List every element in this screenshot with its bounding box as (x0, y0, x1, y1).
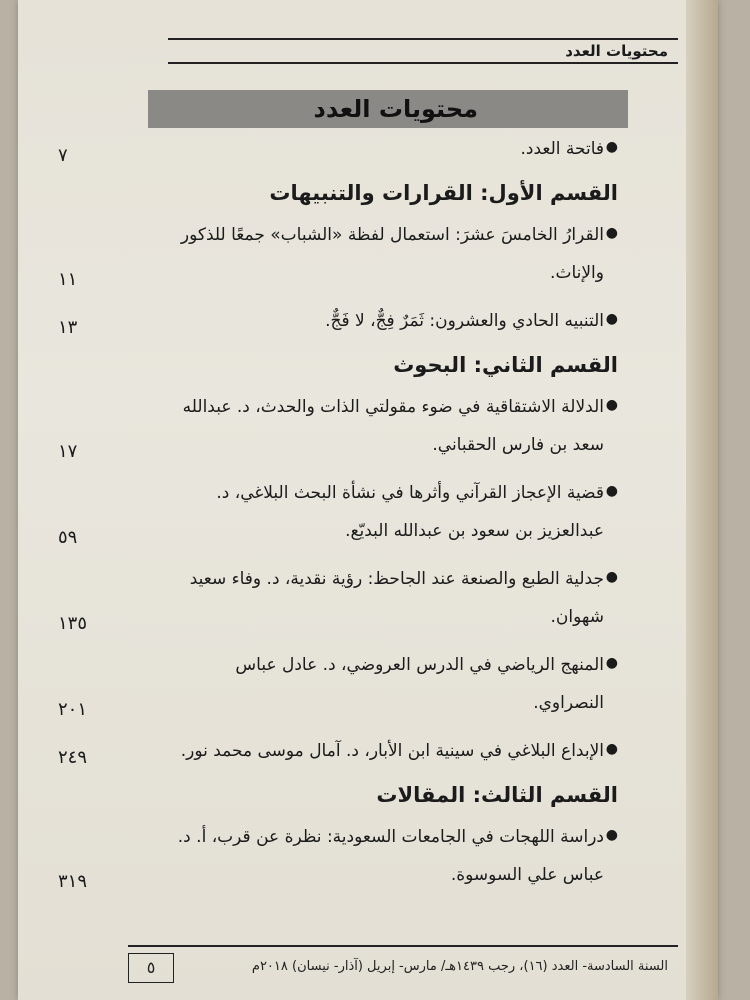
toc-entry-preface (58, 130, 618, 168)
toc-entry (58, 732, 618, 770)
bullet-icon: ● (605, 483, 618, 499)
book-page (18, 0, 718, 1000)
toc-entry (58, 216, 618, 292)
toc-entry (58, 818, 618, 894)
bullet-icon: ● (605, 741, 618, 757)
entry-title: القرارُ الخامسَ عشرَ: استعمال لفظة «الشباب» جمعًا للذكور والإناث. (180, 225, 604, 283)
section-heading-2: القسم الثاني: البحوث (393, 353, 618, 377)
entry-title: فاتحة العدد. (520, 139, 604, 159)
running-head: محتويات العدد (168, 38, 678, 64)
bullet-icon: ● (605, 397, 618, 413)
page-number: ١١ (58, 269, 78, 290)
page-number: ٢٠١ (58, 699, 88, 720)
page-number: ٢٤٩ (58, 747, 88, 768)
entry-title: دراسة اللهجات في الجامعات السعودية: نظرة عن قرب، أ. د. عباس علي السوسوة. (177, 827, 604, 885)
bullet-icon: ● (605, 225, 618, 241)
page-edge (686, 0, 718, 1000)
page-number: ٧ (58, 145, 68, 166)
page-footer (128, 945, 678, 987)
toc-entry (58, 646, 618, 722)
footer-page-number: ٥ (128, 953, 174, 983)
bullet-icon: ● (605, 655, 618, 671)
toc-entry (58, 474, 618, 550)
page-number: ١٧ (58, 441, 78, 462)
bullet-icon: ● (605, 569, 618, 585)
footer-issue-info: السنة السادسة- العدد (١٦)، رجب ١٤٣٩هـ/ مارس- إبريل (آذار- نيسان) ٢٠١٨م (251, 959, 668, 974)
bullet-icon: ● (605, 311, 618, 327)
toc-entry (58, 560, 618, 636)
entry-title: جدلية الطبع والصنعة عند الجاحظ: رؤية نقدية، د. وفاء سعيد شهوان. (189, 569, 604, 627)
entry-title: التنبيه الحادي والعشرون: ثَمَرٌ فِجٌّ، لا فَجٌّ. (325, 311, 604, 331)
bullet-icon: ● (605, 139, 618, 155)
banner-title: محتويات العدد (148, 90, 628, 128)
entry-title: قضية الإعجاز القرآني وأثرها في نشأة البحث البلاغي، د. عبدالعزيز بن سعود بن عبدالله البديّع. (216, 483, 604, 541)
section-heading-1: القسم الأول: القرارات والتنبيهات (269, 181, 618, 205)
toc-content (58, 130, 618, 904)
toc-entry (58, 388, 618, 464)
entry-title: المنهج الرياضي في الدرس العروضي، د. عادل عباس النصراوي. (235, 655, 604, 713)
entry-title: الإبداع البلاغي في سينية ابن الأبار، د. آمال موسى محمد نور. (180, 741, 604, 761)
page-number: ١٣ (58, 317, 78, 338)
bullet-icon: ● (605, 827, 618, 843)
page-number: ١٣٥ (58, 613, 88, 634)
toc-entry (58, 302, 618, 340)
entry-title: الدلالة الاشتقاقية في ضوء مقولتي الذات والحدث، د. عبدالله سعد بن فارس الحقباني. (182, 397, 604, 455)
section-heading-3: القسم الثالث: المقالات (376, 783, 618, 807)
page-number: ٣١٩ (58, 871, 88, 892)
page-number: ٥٩ (58, 527, 78, 548)
